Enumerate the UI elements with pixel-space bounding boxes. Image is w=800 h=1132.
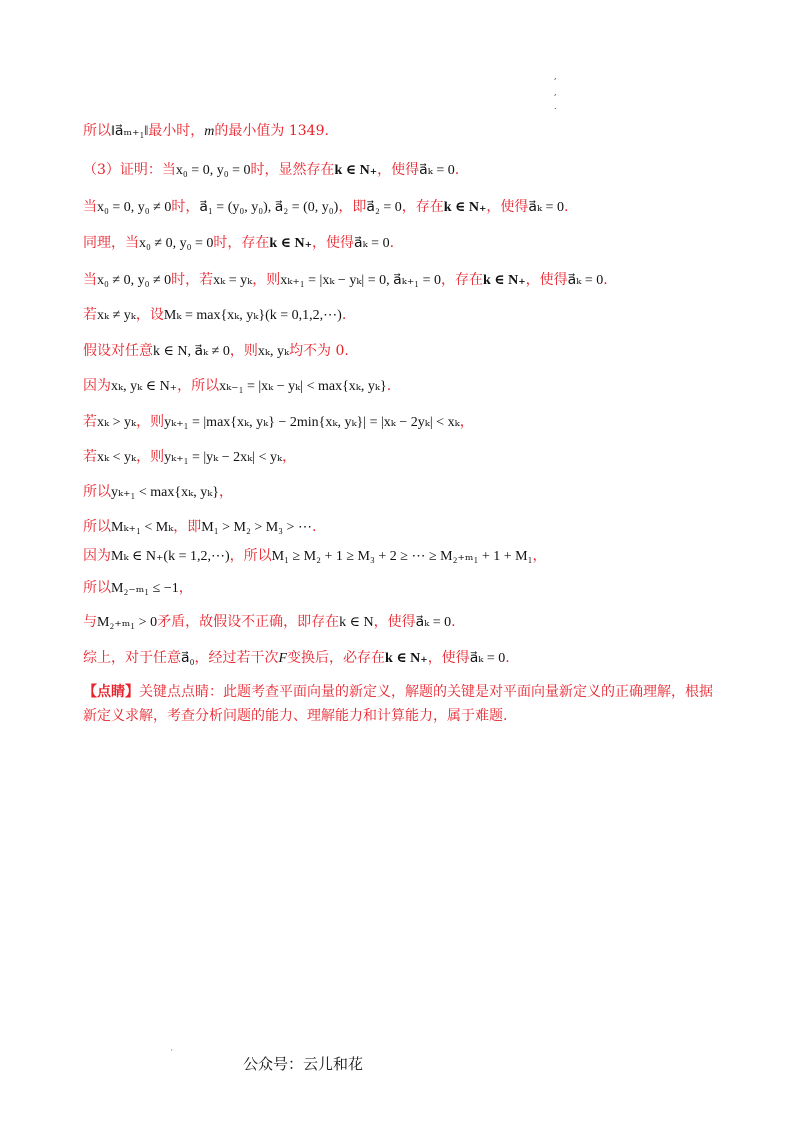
text-segment: . <box>386 378 392 394</box>
math-expression: k ∈ N₊ <box>385 651 428 666</box>
text-segment: 变换后，必存在 <box>287 650 386 666</box>
math-expression: x₀ = 0, y₀ ≠ 0 <box>97 200 172 215</box>
math-expression: k ∈ N₊ <box>482 273 526 288</box>
solution-line <box>83 341 720 362</box>
text-segment: ，使得 <box>486 199 529 215</box>
math-expression: xₖ < yₖ <box>97 450 137 465</box>
text-segment: ，使得 <box>373 614 416 630</box>
math-expression: Mₖ₊₁ < Mₖ <box>111 520 174 535</box>
text-segment: 与 <box>83 614 97 630</box>
text-segment: 的最小值为 1349. <box>214 123 329 139</box>
solution-line <box>83 233 720 254</box>
text-segment: ，则 <box>136 449 165 465</box>
text-segment: 当 <box>83 272 97 288</box>
text-segment: ，存在 <box>401 199 444 215</box>
math-expression: a⃗₁ = (y₀, y₀), a⃗₂ = (0, y₀) <box>199 200 339 215</box>
text-segment: ， <box>178 580 193 596</box>
footer-account: 公众号：云儿和花 <box>243 1055 364 1073</box>
solution-line <box>83 648 720 669</box>
math-expression: M₁ ≥ M₂ + 1 ≥ M₃ + 2 ≥ ⋯ ≥ M₂₊ₘ₁ + 1 + M₁ <box>271 549 533 564</box>
key-point-text: 关键点点睛：此题考查平面向量的新定义，解题的关键是对平面向量新定义的正确理解，根据新定义求解，考查分析问题的能力、理解能力和计算能力，属于难题. <box>83 684 713 724</box>
solution-line <box>83 305 720 326</box>
math-expression: k ∈ N₊ <box>334 163 378 178</box>
text-segment: . <box>505 650 510 666</box>
text-segment: 当 <box>83 199 97 215</box>
text-segment: 若 <box>83 449 97 465</box>
math-expression: xₖ, yₖ <box>257 344 290 359</box>
math-expression: xₖ = yₖ <box>213 273 253 288</box>
text-segment: ，使得 <box>377 162 420 178</box>
text-segment: ， <box>282 449 297 465</box>
math-expression: k ∈ N, a⃗ₖ ≠ 0 <box>153 344 230 359</box>
text-segment: ， <box>459 414 474 430</box>
math-expression: Mₖ ∈ N₊(k = 1,2,⋯) <box>111 549 230 564</box>
margin-mark: , <box>554 88 557 97</box>
math-expression: a⃗ₖ = 0 <box>469 651 506 666</box>
text-segment: 同理，当 <box>83 235 139 251</box>
text-segment: ，则 <box>252 272 281 288</box>
math-expression: x₀ ≠ 0, y₀ = 0 <box>139 236 214 251</box>
math-expression: M₂₋ₘ₁ ≤ −1 <box>111 581 179 596</box>
math-expression: x₀ ≠ 0, y₀ ≠ 0 <box>97 273 172 288</box>
text-segment: 时，存在 <box>213 235 270 251</box>
math-expression: a⃗ₖ = 0 <box>419 163 455 178</box>
text-segment: 所以 <box>83 580 111 596</box>
text-segment: ，使得 <box>525 272 568 288</box>
solution-line <box>83 270 720 291</box>
math-expression: xₖ, yₖ ∈ N₊ <box>111 379 178 394</box>
text-segment: . <box>341 307 347 323</box>
text-segment: ， <box>532 548 547 564</box>
text-segment: . <box>454 162 460 178</box>
text-segment: 矛盾，故假设不正确，即存在 <box>157 614 340 630</box>
text-segment: ，即 <box>173 519 202 535</box>
math-expression: F <box>278 651 288 666</box>
math-expression: m <box>204 124 215 139</box>
math-expression: xₖ₊₁ = |xₖ − yₖ| = 0, a⃗ₖ₊₁ = 0 <box>280 273 441 288</box>
text-segment: 时，若 <box>171 272 214 288</box>
math-expression: k ∈ N₊ <box>269 236 312 251</box>
text-segment: ， <box>219 484 234 500</box>
solution-line <box>83 546 720 567</box>
solution-line <box>83 121 720 142</box>
math-expression: Mₖ = max{xₖ, yₖ}(k = 0,1,2,⋯) <box>163 308 342 323</box>
text-segment: . <box>389 235 395 251</box>
math-expression: a⃗ₖ = 0 <box>567 273 604 288</box>
math-expression: a⃗ₖ = 0 <box>528 200 564 215</box>
math-expression: a⃗₀ <box>181 651 195 666</box>
text-segment: 若 <box>83 307 97 323</box>
math-expression: xₖ ≠ yₖ <box>97 308 136 323</box>
text-segment: . <box>311 519 317 535</box>
math-expression: yₖ₊₁ < max{xₖ, yₖ} <box>111 485 220 500</box>
text-segment: 因为 <box>83 378 111 394</box>
math-expression: M₁ > M₂ > M₃ > ⋯ <box>201 520 312 535</box>
solution-line <box>83 517 720 538</box>
math-expression: x₀ = 0, y₀ = 0 <box>175 163 251 178</box>
text-segment: 时， <box>171 199 200 215</box>
text-segment: 所以 <box>83 123 111 139</box>
text-segment: . <box>451 614 456 630</box>
text-segment: 假设对任意 <box>83 343 153 359</box>
solution-line <box>83 578 720 599</box>
text-segment: ，经过若干次 <box>194 650 279 666</box>
text-segment: 综上，对于任意 <box>83 650 181 666</box>
math-expression: a⃗₂ = 0 <box>366 200 402 215</box>
margin-mark: , <box>554 72 557 81</box>
text-segment: . <box>563 199 569 215</box>
text-segment: ，所以 <box>229 548 272 564</box>
text-segment: . <box>603 272 608 288</box>
text-segment: 均不为 0. <box>289 343 349 359</box>
key-point-comment <box>83 680 720 728</box>
text-segment: （3）证明：当 <box>83 162 176 178</box>
text-segment: ，使得 <box>427 650 470 666</box>
text-segment: 因为 <box>83 548 111 564</box>
math-expression: yₖ₊₁ = |max{xₖ, yₖ} − 2min{xₖ, yₖ}| = |xₖ − 2yₖ| < xₖ <box>164 415 460 430</box>
solution-line <box>83 482 720 503</box>
key-point-tag: 【点睛】 <box>83 684 139 700</box>
margin-mark: . <box>554 102 557 111</box>
solution-line <box>83 197 720 218</box>
math-expression: k ∈ N₊ <box>443 200 487 215</box>
math-expression: a⃗ₖ = 0 <box>415 615 452 630</box>
math-expression: xₖ > yₖ <box>97 415 137 430</box>
text-segment: 所以 <box>83 519 111 535</box>
solution-line <box>83 447 720 468</box>
text-segment: 若 <box>83 414 97 430</box>
footer-mark: ' <box>171 1049 173 1056</box>
math-expression: yₖ₊₁ = |yₖ − 2xₖ| < yₖ <box>164 450 283 465</box>
math-expression: a⃗ₖ = 0 <box>354 236 390 251</box>
math-expression: xₖ₋₁ = |xₖ − yₖ| < max{xₖ, yₖ} <box>219 379 387 394</box>
text-segment: ，所以 <box>177 378 220 394</box>
text-segment: ，即 <box>338 199 367 215</box>
text-segment: 时，显然存在 <box>250 162 335 178</box>
solution-line <box>83 160 720 181</box>
solution-line <box>83 612 720 633</box>
math-expression: ‖a⃗ₘ₊₁‖ <box>111 124 149 139</box>
text-segment: 所以 <box>83 484 111 500</box>
solution-line <box>83 412 720 433</box>
math-expression: M₂₊ₘ₁ > 0 <box>97 615 158 630</box>
text-segment: ，则 <box>136 414 165 430</box>
text-segment: ，使得 <box>312 235 354 251</box>
text-segment: ，则 <box>229 343 258 359</box>
text-segment: 最小时， <box>148 123 205 139</box>
text-segment: ，设 <box>135 307 164 323</box>
math-expression: k ∈ N <box>339 615 374 630</box>
text-segment: ，存在 <box>440 272 483 288</box>
solution-line <box>83 376 720 397</box>
